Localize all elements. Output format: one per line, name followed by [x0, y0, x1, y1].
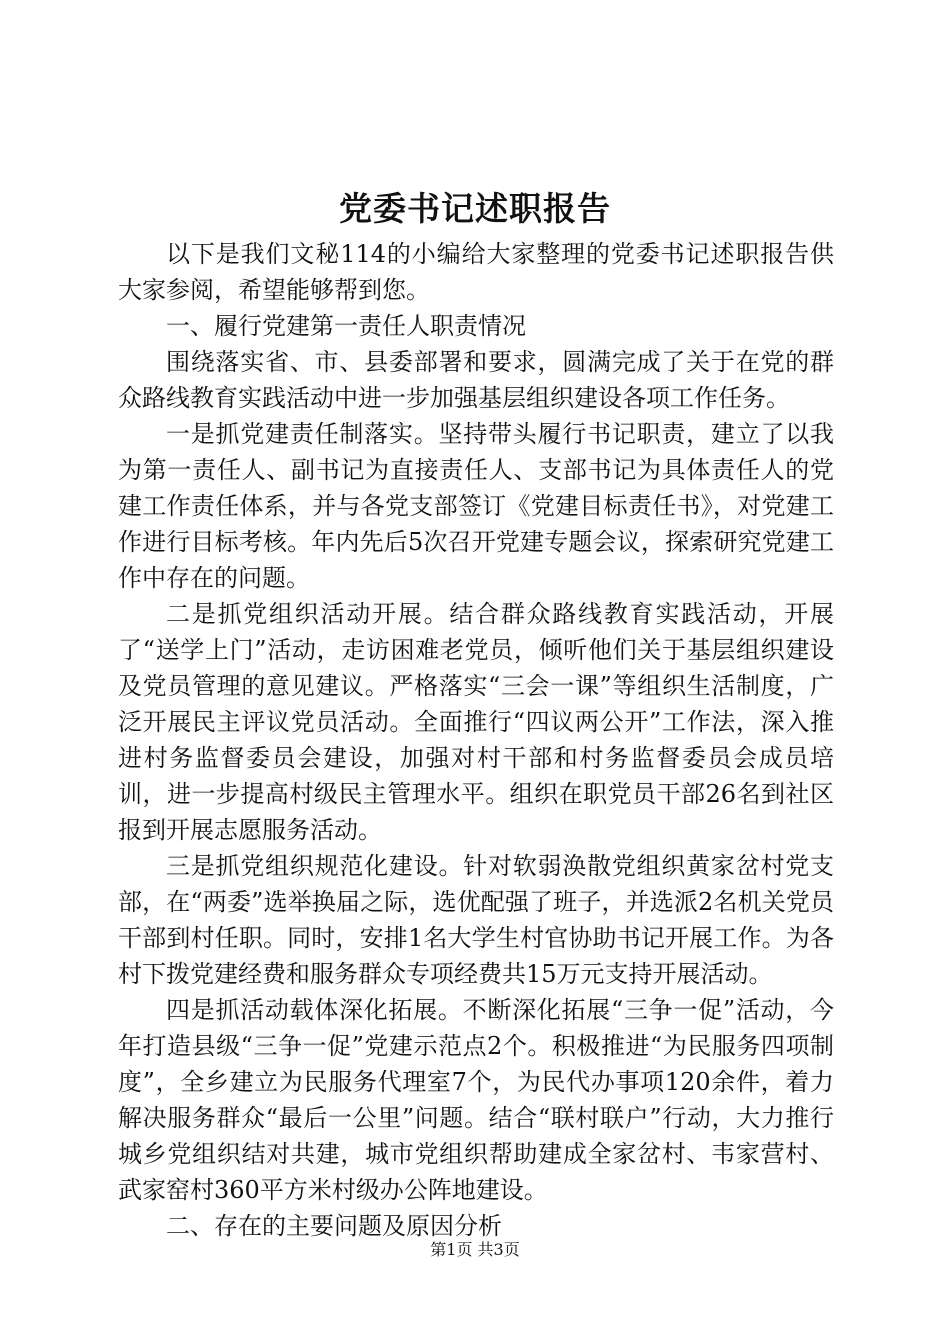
document-title: 党委书记述职报告 [339, 189, 611, 228]
paragraph: 围绕落实省、市、县委部署和要求，圆满完成了关于在党的群众路线教育实践活动中进一步加强基层组织建设各项工作任务。 [118, 348, 834, 412]
section-heading-1: 一、履行党建第一责任人职责情况 [166, 312, 526, 340]
section-heading-2: 二、存在的主要问题及原因分析 [166, 1212, 502, 1240]
document-body [118, 236, 834, 1244]
paragraph-intro: 以下是我们文秘114的小编给大家整理的党委书记述职报告供大家参阅，希望能够帮到您。 [118, 240, 834, 304]
page-footer: 第1页 共3页 [430, 1240, 520, 1259]
paragraph: 一是抓党建责任制落实。坚持带头履行书记职责，建立了以我为第一责任人、副书记为直接责任人、支部书记为具体责任人的党建工作责任体系，并与各党支部签订《党建目标责任书》，对党建工作进行目标考核。年内先后5次召开党建专题会议，探索研究党建工作中存在的问题。 [118, 420, 834, 592]
paragraph: 二是抓党组织活动开展。结合群众路线教育实践活动，开展了“送学上门”活动，走访困难老党员，倾听他们关于基层组织建设及党员管理的意见建议。严格落实“三会一课”等组织生活制度，广泛开展民主评议党员活动。全面推行“四议两公开”工作法，深入推进村务监督委员会建设，加强对村干部和村务监督委员会成员培训，进一步提高村级民主管理水平。组织在职党员干部26名到社区报到开展志愿服务活动。 [118, 600, 834, 844]
paragraph: 四是抓活动载体深化拓展。不断深化拓展“三争一促”活动，今年打造县级“三争一促”党建示范点2个。积极推进“为民服务四项制度”，全乡建立为民服务代理室7个，为民代办事项120余件，着力解决服务群众“最后一公里”问题。结合“联村联户”行动，大力推行城乡党组织结对共建，城市党组织帮助建成全家岔村、韦家营村、武家窑村360平方米村级办公阵地建设。 [118, 996, 834, 1204]
paragraph: 三是抓党组织规范化建设。针对软弱涣散党组织黄家岔村党支部，在“两委”选举换届之际，选优配强了班子，并选派2名机关党员干部到村任职。同时，安排1名大学生村官协助书记开展工作。为各村下拨党建经费和服务群众专项经费共15万元支持开展活动。 [118, 852, 834, 988]
